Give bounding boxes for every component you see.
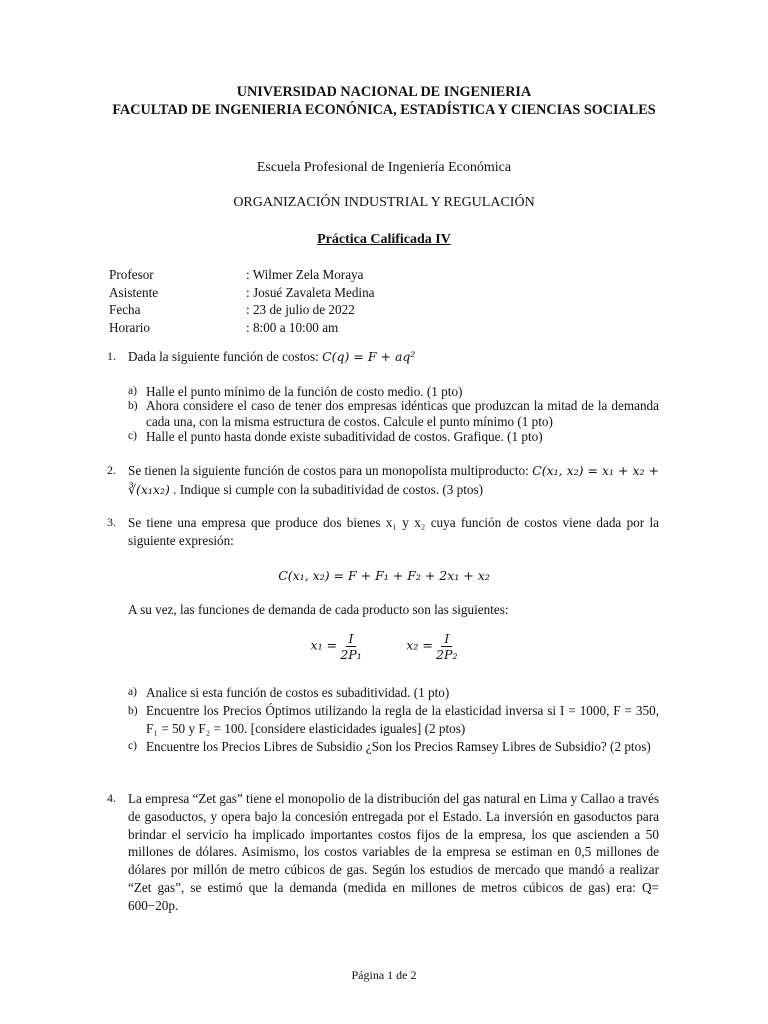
- info-row: [109, 301, 375, 319]
- info-row: [109, 266, 375, 284]
- question-number: 2.: [107, 463, 116, 477]
- info-label: Horario: [109, 319, 151, 335]
- item-letter: a): [128, 385, 137, 397]
- question-3-item-a: [128, 684, 659, 702]
- question-2: [109, 461, 659, 499]
- item-letter: c): [128, 430, 137, 442]
- item-text: Encuentre los Precios Óptimos utilizando la regla de la elasticidad inversa si I = 1000, F = 350, F₁ = 50 y F₂ = 100. [considere elasticidades iguales] (2 ptos): [146, 703, 659, 736]
- question-formula: C(q) = F + aq²: [322, 349, 416, 364]
- demand-2-fraction: [436, 631, 457, 662]
- demand-intro: [109, 601, 659, 619]
- question-1-item-b: [128, 398, 659, 430]
- demand-2-numerator: I: [441, 631, 452, 647]
- question-3-item-b: [128, 702, 659, 738]
- question-3: [109, 514, 659, 549]
- question-1-item-c: [128, 428, 659, 446]
- question-formula: C(x₁, x₂) = x₁ + x₂ + ∛(x₁x₂): [128, 463, 659, 497]
- info-row: [109, 319, 375, 337]
- demand-intro-text: A su vez, las funciones de demanda de cada producto son las siguientes:: [128, 602, 509, 617]
- info-label: Asistente: [109, 284, 159, 300]
- info-label: Profesor: [109, 267, 154, 282]
- question-number: 1.: [107, 349, 116, 363]
- demand-1-numerator: I: [346, 631, 357, 647]
- item-text: Encuentre los Precios Libres de Subsidio ¿Son los Precios Ramsey Libres de Subsidio? (2 ptos): [146, 739, 651, 754]
- info-value: : 8:00 a 10:00 am: [246, 319, 339, 335]
- info-row: [109, 284, 375, 302]
- item-text: Ahora considere el caso de tener dos empresas idénticas que produzcan la mitad de la demanda cada una, con la misma estructura de costos. Calcule el punto mínimo (1 pto): [146, 398, 659, 429]
- question-1: [109, 348, 659, 366]
- demand-1-lhs: x₁ =: [310, 637, 338, 653]
- header-block: [100, 83, 668, 119]
- exam-info: [109, 266, 375, 336]
- formula-text: C(x₁, x₂) = F + F₁ + F₂ + 2x₁ + x₂: [278, 568, 490, 583]
- university-name: UNIVERSIDAD NACIONAL DE INGENIERIA: [236, 84, 532, 100]
- question-text: Se tiene una empresa que produce dos bienes x₁ y x₂ cuya función de costos viene dada por la siguiente expresión:: [128, 515, 659, 548]
- info-value: : 23 de julio de 2022: [246, 302, 355, 317]
- exam-title: Práctica Calificada IV: [317, 232, 451, 247]
- item-text: Analice si esta función de costos es subaditividad. (1 pto): [146, 685, 450, 700]
- question-4: [109, 790, 659, 915]
- item-text: Halle el punto hasta donde existe subaditividad de costos. Grafique. (1 pto): [146, 429, 543, 444]
- question-text: Se tienen la siguiente función de costos para un monopolista multiproducto:: [128, 463, 533, 478]
- item-letter: b): [128, 400, 138, 412]
- school-name: Escuela Profesional de Ingeniería Económica: [256, 160, 512, 175]
- faculty-name: FACULTAD DE INGENIERIA ECONÓNICA, ESTADÍSTICA Y CIENCIAS SOCIALES: [112, 102, 656, 118]
- demand-1-fraction: [340, 631, 361, 662]
- demand-1-denominator: 2P₁: [340, 647, 362, 662]
- question-number: 3.: [107, 515, 116, 529]
- item-letter: a): [128, 686, 137, 698]
- item-letter: c): [128, 740, 137, 752]
- item-letter: b): [128, 705, 138, 717]
- demand-functions: [0, 631, 768, 662]
- course-name: ORGANIZACIÓN INDUSTRIAL Y REGULACIÓN: [233, 195, 535, 210]
- question-number: 4.: [107, 791, 116, 805]
- question-3-item-c: [128, 738, 659, 756]
- info-label: Fecha: [109, 302, 141, 317]
- item-text: Halle el punto mínimo de la función de costo medio. (1 pto): [146, 384, 463, 399]
- page-number: Página 1 de 2: [351, 968, 417, 982]
- info-value: : Wilmer Zela Moraya: [246, 267, 364, 282]
- question-text-end: . Indique si cumple con la subaditividad de costos. (3 ptos): [169, 482, 483, 497]
- demand-2-lhs: x₂ =: [406, 637, 433, 653]
- question-text: Dada la siguiente función de costos:: [128, 349, 323, 364]
- info-value: : Josué Zavaleta Medina: [246, 284, 375, 300]
- question-text: La empresa “Zet gas” tiene el monopolio de la distribución del gas natural en Lima y Callao a través de gasoductos, y opera bajo la concesión entregada por el Estado. La inversión en gasoductos para brindar el servicio ha implicado importantes costos fijos de la empresa, los que ascienden a 50 millones de dólares. Asimismo, los costos variables de la empresa se estiman en 0,5 millones de dólares por millón de metro cúbicos de gas. Según los estudios de mercado que mandó a realizar “Zet gas”, se estimó que la demanda (medida en millones de metros cúbicos de gas) era: Q= 600−20p.: [128, 791, 659, 913]
- cost-function-formula: [0, 567, 768, 585]
- demand-2-denominator: 2P₂: [436, 647, 458, 662]
